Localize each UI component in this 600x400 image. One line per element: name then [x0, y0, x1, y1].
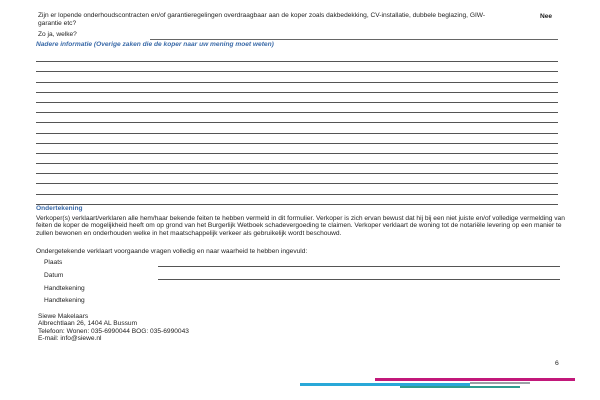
page-number: 6 [555, 360, 559, 367]
answer-value: Nee [540, 13, 553, 20]
followup-label: Zo ja, welke? [38, 31, 77, 38]
ruled-line[interactable] [36, 154, 558, 164]
ondertekening-paragraph: Verkoper(s) verklaart/verklaren alle hem/haar bekende feiten te hebben vermeld in dit formulier. Verkoper is zich ervan bewust dat hij bij een niet juiste en/of volledige vermelding van feiten de koper de mogelijkheid heeft om op grond van het Burgerlijk Wetboek schadevergoeding te claimen. Verkoper verklaart de woning tot de notariële levering op een manier te zullen bewonen en onderhouden welke in het maatschappelijk verkeer als gebruikelijk wordt beschouwd. [36, 215, 565, 237]
field-label-plaats: Plaats [44, 259, 63, 266]
declaration-text: Ondergetekende verklaart voorgaande vragen volledig en naar waarheid te hebben ingevuld: [36, 248, 308, 255]
ruled-line[interactable] [36, 52, 558, 62]
ruled-line[interactable] [36, 113, 558, 123]
company-email: E-mail: info@siewe.nl [38, 335, 102, 343]
ruled-line[interactable] [36, 93, 558, 103]
ruled-line[interactable] [36, 134, 558, 144]
field-line-plaats[interactable] [158, 266, 560, 267]
ruled-line[interactable] [36, 62, 558, 72]
ruled-line[interactable] [36, 144, 558, 154]
ruled-line[interactable] [36, 164, 558, 174]
company-info [38, 313, 189, 343]
field-label-handtekening-1: Handtekening [44, 285, 85, 292]
stripe-gray [470, 382, 530, 384]
followup-answer-line[interactable] [150, 39, 558, 40]
ruled-line[interactable] [36, 184, 558, 194]
company-name: Siewe Makelaars [38, 313, 89, 320]
field-line-datum[interactable] [158, 279, 560, 280]
ruled-line[interactable] [36, 103, 558, 113]
ruled-line[interactable] [36, 83, 558, 93]
ruled-line[interactable] [36, 72, 558, 82]
field-label-handtekening-2: Handtekening [44, 297, 85, 304]
company-phone: Telefoon: Wonen: 035-6990044 BOG: 035-6990043 [38, 327, 189, 335]
nadere-informatie-ruled-lines[interactable] [36, 52, 558, 205]
ruled-line[interactable] [36, 123, 558, 133]
ruled-line[interactable] [36, 195, 558, 205]
question-maintenance-contracts: Zijn er lopende onderhoudscontracten en/of garantieregelingen overdraagbaar aan de koper zoals dakbedekking, CV-installatie, dubbele beglazing, GIW-garantie etc? [38, 12, 486, 27]
stripe-magenta [375, 378, 575, 381]
company-address: Albrechtlaan 26, 1404 AL Bussum [38, 320, 138, 328]
ruled-line[interactable] [36, 174, 558, 184]
ondertekening-heading: Ondertekening [36, 205, 83, 212]
stripe-teal [400, 386, 520, 388]
field-label-datum: Datum [44, 272, 64, 279]
nadere-informatie-heading: Nadere informatie (Overige zaken die de koper naar uw mening moet weten) [36, 41, 274, 48]
